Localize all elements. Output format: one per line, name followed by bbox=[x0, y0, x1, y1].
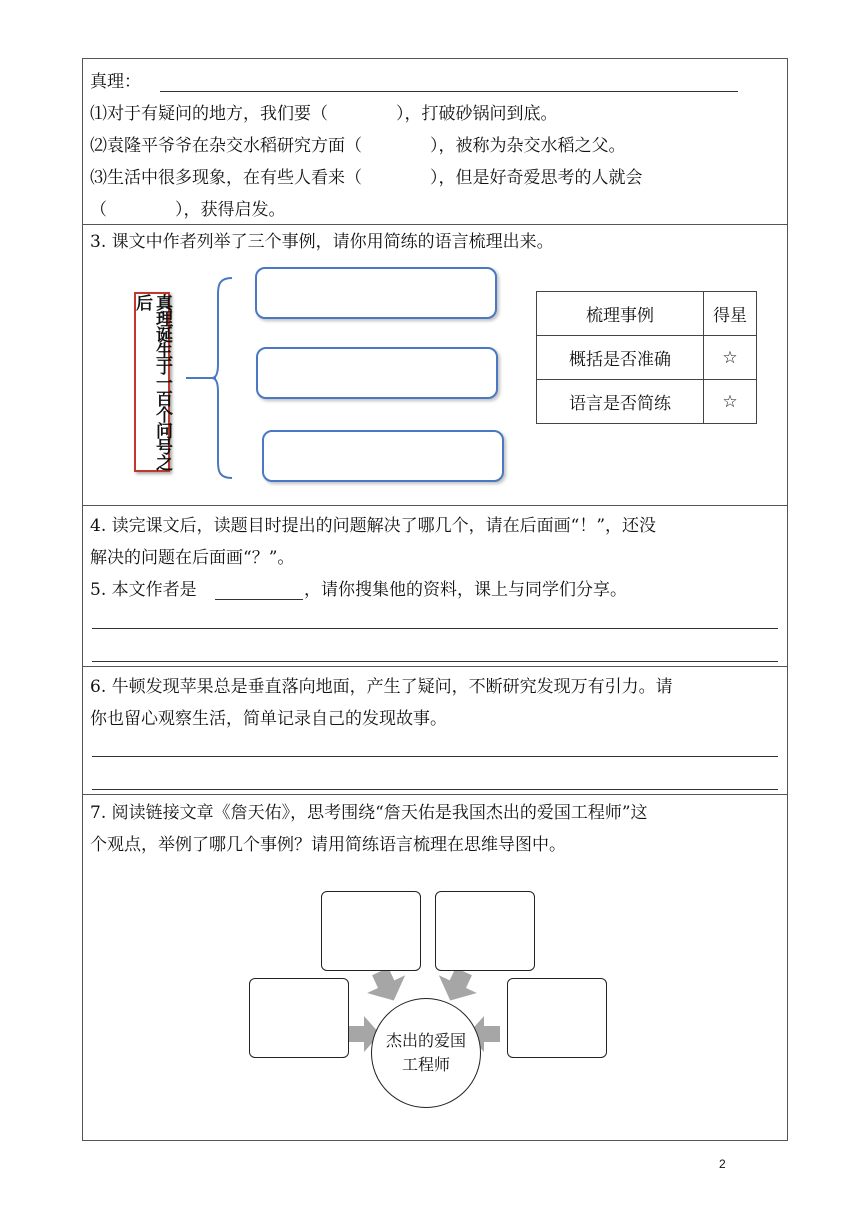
mindmap-box-left[interactable] bbox=[249, 978, 349, 1058]
mindmap-center bbox=[371, 998, 481, 1108]
example-box-2[interactable] bbox=[256, 347, 498, 399]
task-7-prompt-cont: 个观点，举例了哪几个事例？请用简练语言梳理在思维导图中。 bbox=[90, 835, 566, 855]
star-icon[interactable]: ☆ bbox=[704, 336, 757, 380]
score-item: 语言是否简练 bbox=[537, 380, 704, 424]
score-header-item: 梳理事例 bbox=[537, 292, 704, 336]
section-divider bbox=[82, 666, 788, 667]
question-2: ⑵袁隆平爷爷在杂交水稻研究方面（ ），被称为杂交水稻之父。 bbox=[90, 136, 626, 156]
answer-line[interactable] bbox=[92, 789, 778, 790]
task-4-prompt: 4. 读完课文后，读题目时提出的问题解决了哪几个，请在后面画“！”，还没 bbox=[90, 516, 657, 536]
score-header-row bbox=[537, 292, 757, 336]
mindmap-box-top-right[interactable] bbox=[435, 891, 535, 971]
task-4-prompt-cont: 解决的问题在后面画“？”。 bbox=[90, 548, 295, 568]
mindmap-center-label: 杰出的爱国工程师 bbox=[386, 1031, 467, 1074]
task-3-prompt: 3. 课文中作者列举了三个事例，请你用简练的语言梳理出来。 bbox=[90, 232, 554, 252]
truth-title-box: 真理诞生于一百个问号之后 bbox=[132, 294, 172, 470]
task-5-prompt-end: ，请你搜集他的资料，课上与同学们分享。 bbox=[304, 580, 627, 600]
section-divider bbox=[82, 794, 788, 795]
score-row bbox=[537, 336, 757, 380]
task-6-prompt-cont: 你也留心观察生活，简单记录自己的发现故事。 bbox=[90, 709, 447, 729]
section-divider bbox=[82, 505, 788, 506]
author-answer-line[interactable] bbox=[215, 599, 303, 600]
example-box-3[interactable] bbox=[262, 430, 504, 482]
truth-answer-line[interactable] bbox=[160, 91, 738, 92]
question-3: ⑶生活中很多现象，在有些人看来（ ），但是好奇爱思考的人就会 bbox=[90, 168, 643, 188]
section-divider bbox=[82, 224, 788, 225]
answer-line[interactable] bbox=[92, 756, 778, 757]
answer-line[interactable] bbox=[92, 628, 778, 629]
task-7-prompt: 7. 阅读链接文章《詹天佑》，思考围绕“詹天佑是我国杰出的爱国工程师”这 bbox=[90, 803, 648, 823]
task-6-prompt: 6. 牛顿发现苹果总是垂直落向地面，产生了疑问，不断研究发现万有引力。请 bbox=[90, 677, 673, 697]
question-3-cont: （ ），获得启发。 bbox=[90, 200, 286, 220]
task-5-prompt-start: 5. 本文作者是 bbox=[90, 580, 197, 600]
mindmap-box-right[interactable] bbox=[507, 978, 607, 1058]
score-header-star: 得星 bbox=[704, 292, 757, 336]
truth-label: 真理： bbox=[90, 72, 141, 92]
mindmap-box-top-left[interactable] bbox=[321, 891, 421, 971]
score-table bbox=[536, 291, 757, 424]
star-icon[interactable]: ☆ bbox=[704, 380, 757, 424]
question-1: ⑴对于有疑问的地方，我们要（ ），打破砂锅问到底。 bbox=[90, 104, 558, 124]
answer-line[interactable] bbox=[92, 661, 778, 662]
brace-connector bbox=[180, 270, 240, 486]
score-item: 概括是否准确 bbox=[537, 336, 704, 380]
example-box-1[interactable] bbox=[255, 267, 497, 319]
score-row bbox=[537, 380, 757, 424]
page-number: 2 bbox=[719, 1157, 726, 1171]
